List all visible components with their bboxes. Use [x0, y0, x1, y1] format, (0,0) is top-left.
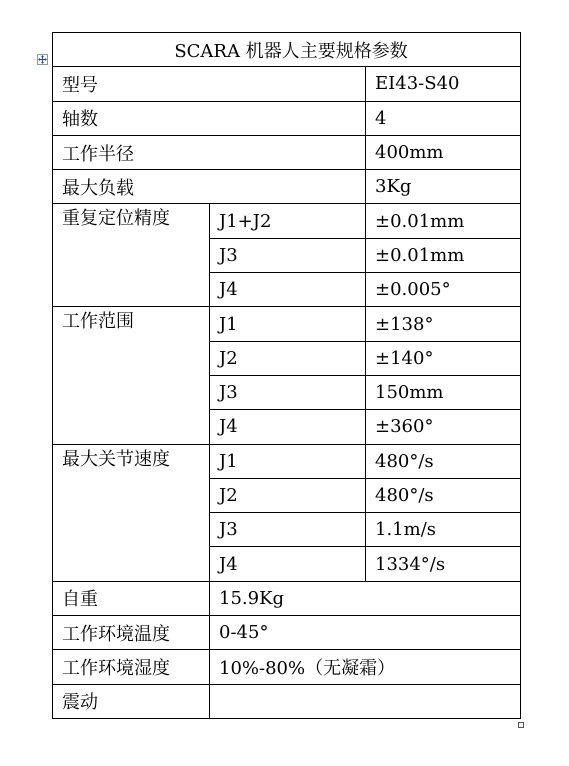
value-cell: 480°/s: [366, 444, 521, 478]
axes-value: 4: [366, 101, 521, 135]
value-cell: 1334°/s: [366, 547, 521, 581]
payload-label: 最大负载: [53, 170, 366, 204]
table-title: SCARA 机器人主要规格参数: [53, 33, 521, 67]
joint-cell: J4: [210, 410, 366, 444]
value-cell: ±0.005°: [366, 273, 521, 307]
value-cell: ±360°: [366, 410, 521, 444]
radius-label: 工作半径: [53, 135, 366, 169]
value-cell: ±0.01mm: [366, 204, 521, 238]
table-row: [53, 33, 521, 67]
joint-cell: J2: [210, 341, 366, 375]
value-cell: 150mm: [366, 375, 521, 409]
vibration-value: [210, 684, 521, 718]
humidity-value: 10%-80%（无凝霜）: [210, 650, 521, 684]
table-row: [53, 581, 521, 615]
weight-label: 自重: [53, 581, 210, 615]
table-row: [53, 135, 521, 169]
radius-value: 400mm: [366, 135, 521, 169]
temperature-label: 工作环境温度: [53, 616, 210, 650]
speed-label: 最大关节速度: [53, 444, 210, 581]
weight-value: 15.9Kg: [210, 581, 521, 615]
table-row: [53, 307, 521, 341]
resize-handle-icon[interactable]: [518, 722, 524, 728]
joint-cell: J1: [210, 307, 366, 341]
range-label: 工作范围: [53, 307, 210, 444]
temperature-value: 0-45°: [210, 616, 521, 650]
value-cell: ±0.01mm: [366, 238, 521, 272]
table-move-handle[interactable]: [37, 54, 48, 65]
spec-table: [52, 32, 521, 719]
value-cell: 1.1m/s: [366, 513, 521, 547]
repeatability-label: 重复定位精度: [53, 204, 210, 307]
table-row: [53, 650, 521, 684]
joint-cell: J1+J2: [210, 204, 366, 238]
vibration-label: 震动: [53, 684, 210, 718]
table-row: [53, 684, 521, 718]
table-row: [53, 616, 521, 650]
joint-cell: J1: [210, 444, 366, 478]
joint-cell: J4: [210, 273, 366, 307]
value-cell: 480°/s: [366, 478, 521, 512]
table-row: [53, 67, 521, 101]
model-value: EI43-S40: [366, 67, 521, 101]
move-arrows-icon: [38, 55, 47, 64]
joint-cell: J3: [210, 375, 366, 409]
joint-cell: J2: [210, 478, 366, 512]
table-row: [53, 101, 521, 135]
model-label: 型号: [53, 67, 366, 101]
joint-cell: J3: [210, 238, 366, 272]
table-row: [53, 204, 521, 238]
axes-label: 轴数: [53, 101, 366, 135]
value-cell: ±138°: [366, 307, 521, 341]
humidity-label: 工作环境湿度: [53, 650, 210, 684]
table-row: [53, 444, 521, 478]
joint-cell: J3: [210, 513, 366, 547]
payload-value: 3Kg: [366, 170, 521, 204]
table-row: [53, 170, 521, 204]
joint-cell: J4: [210, 547, 366, 581]
value-cell: ±140°: [366, 341, 521, 375]
